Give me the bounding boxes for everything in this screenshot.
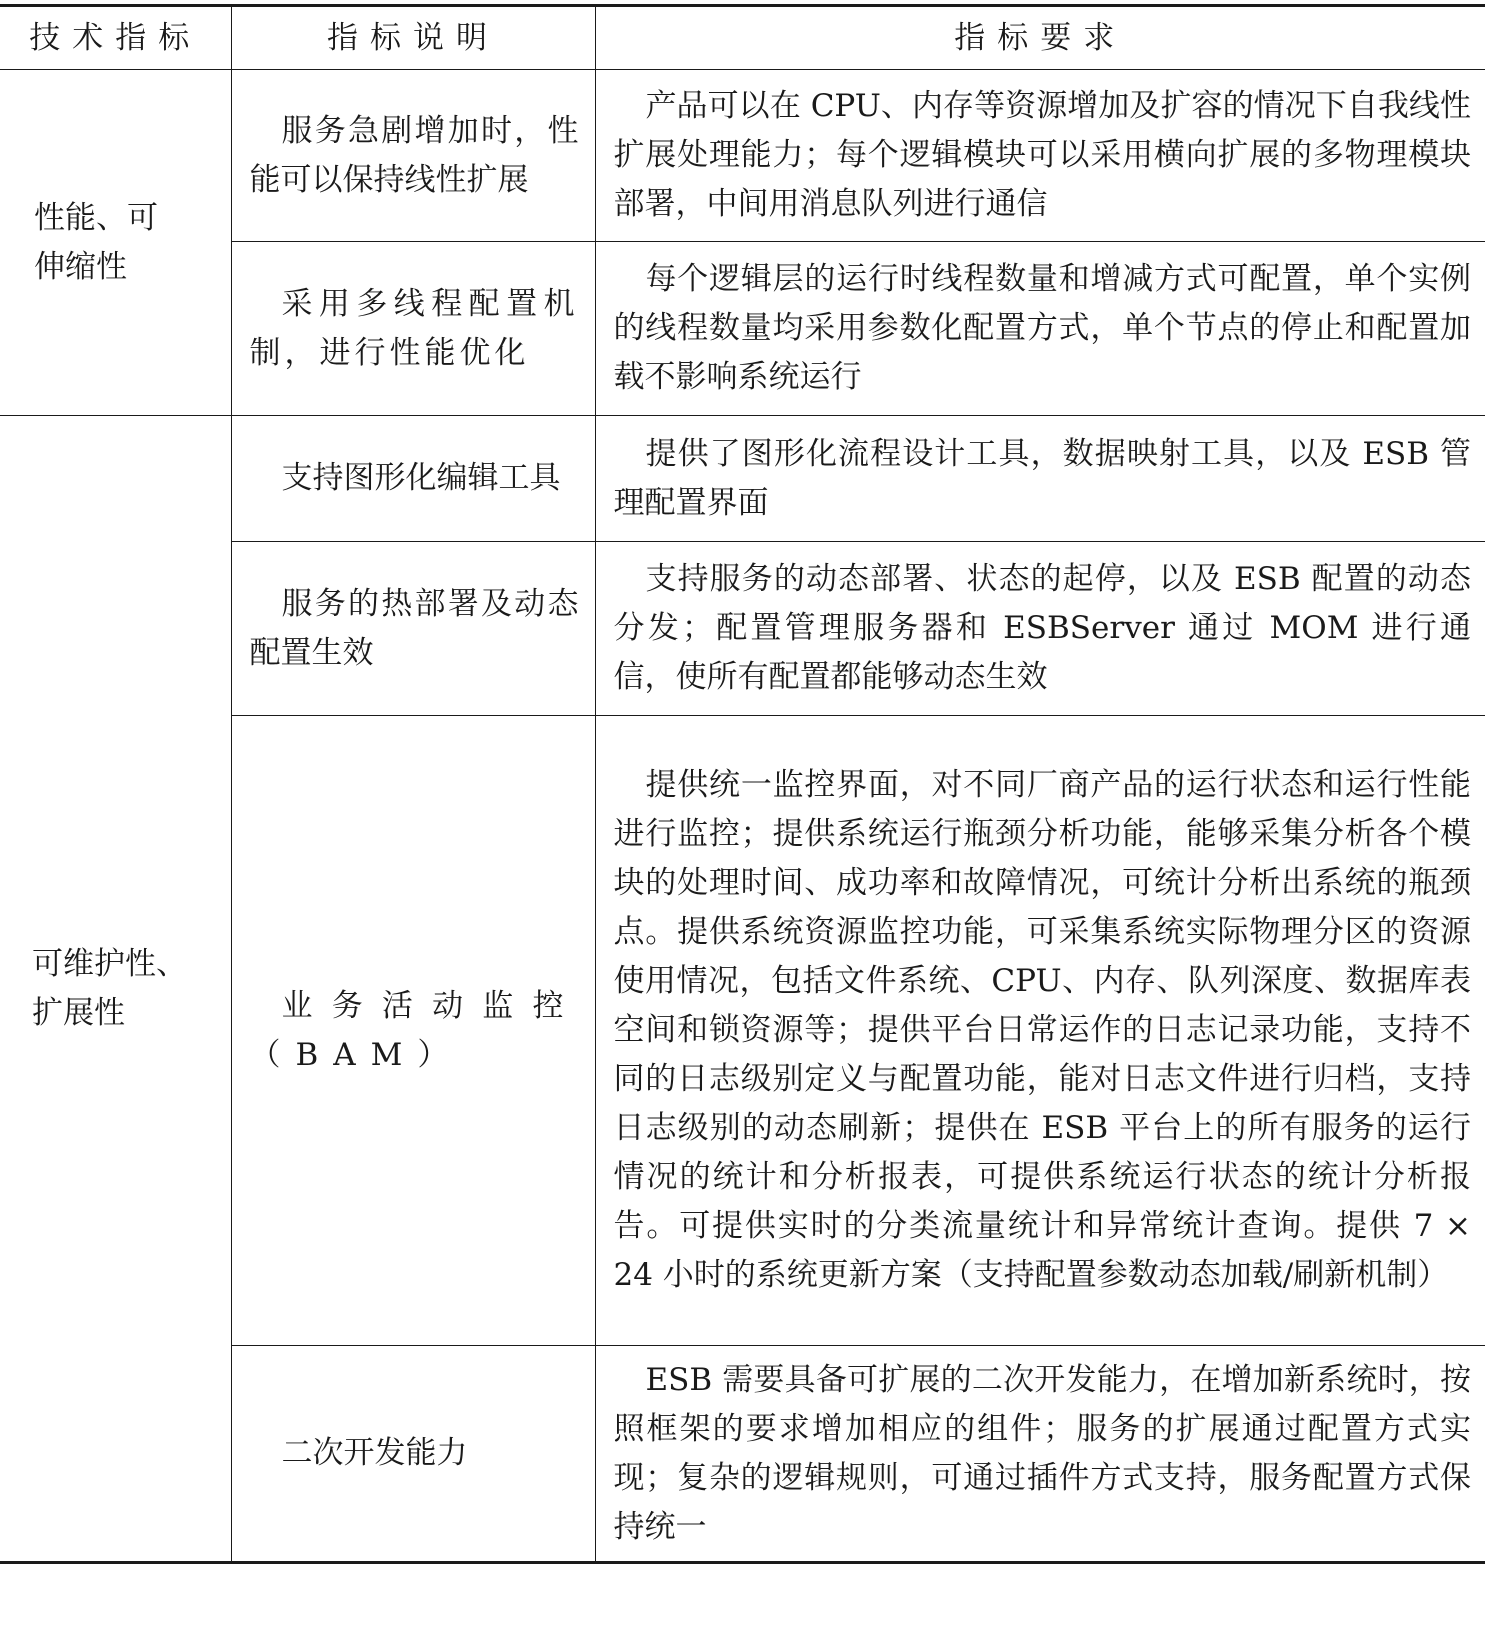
table-header bbox=[0, 6, 1485, 70]
requirement-text: 支持服务的动态部署、状态的起停，以及 ESB 配置的动态分发；配置管理服务器和 ESBServer 通过 MOM 进行通信，使所有配置都能够动态生效 bbox=[613, 561, 1471, 695]
description-cell bbox=[231, 416, 595, 542]
requirement-cell bbox=[595, 716, 1485, 1346]
header-row bbox=[0, 6, 1485, 70]
description-cell bbox=[231, 242, 595, 416]
description-cell bbox=[231, 542, 595, 716]
requirement-cell bbox=[595, 542, 1485, 716]
description-cell bbox=[231, 716, 595, 1346]
requirement-cell bbox=[595, 70, 1485, 242]
requirement-cell bbox=[595, 416, 1485, 542]
requirement-text: 提供了图形化流程设计工具，数据映射工具，以及 ESB 管理配置界面 bbox=[613, 435, 1471, 521]
metric-label: 可维护性、扩展性 bbox=[32, 945, 187, 1031]
requirement-text: 每个逻辑层的运行时线程数量和增减方式可配置，单个实例的线程数量均采用参数化配置方式，单个节点的停止和配置加载不影响系统运行 bbox=[613, 261, 1471, 395]
description-cell bbox=[231, 1346, 595, 1563]
requirement-cell bbox=[595, 242, 1485, 416]
requirement-text: ESB 需要具备可扩展的二次开发能力，在增加新系统时，按照框架的要求增加相应的组件；服务的扩展通过配置方式实现；复杂的逻辑规则，可通过插件方式支持，服务配置方式保持统一 bbox=[613, 1361, 1471, 1545]
table-row bbox=[0, 70, 1485, 242]
requirement-text: 产品可以在 CPU、内存等资源增加及扩容的情况下自我线性扩展处理能力；每个逻辑模块可以采用横向扩展的多物理模块部署，中间用消息队列进行通信 bbox=[613, 88, 1471, 222]
description-text: 二次开发能力 bbox=[281, 1435, 468, 1471]
metric-maintainability-extensibility bbox=[0, 416, 231, 1563]
header-technical-metric: 技术指标 bbox=[0, 6, 231, 70]
metric-label: 性能、可伸缩性 bbox=[34, 199, 158, 285]
requirement-cell bbox=[595, 1346, 1485, 1563]
table-body bbox=[0, 70, 1485, 1563]
description-text: 服务急剧增加时，性能可以保持线性扩展 bbox=[249, 112, 579, 198]
header-metric-description: 指标说明 bbox=[231, 6, 595, 70]
metric-performance-scalability bbox=[0, 70, 231, 416]
spec-table bbox=[0, 4, 1485, 1564]
requirement-text: 提供统一监控界面，对不同厂商产品的运行状态和运行性能进行监控；提供系统运行瓶颈分析功能，能够采集分析各个模块的处理时间、成功率和故障情况，可统计分析出系统的瓶颈点。提供系统资源监控功能，可采集系统实际物理分区的资源使用情况，包括文件系统、CPU、内存、队列深度、数据库表空间和锁资源等；提供平台日常运作的日志记录功能，支持不同的日志级别定义与配置功能，能对日志文件进行归档，支持日志级别的动态刷新；提供在 ESB 平台上的所有服务的运行情况的统计和分析报表，可提供系统运行状态的统计分析报告。可提供实时的分类流量统计和异常统计查询。提供 7 × 24 小时的系统更新方案（支持配置参数动态加载/刷新机制） bbox=[613, 767, 1471, 1293]
description-text: 业务活动监控（BAM） bbox=[249, 987, 579, 1073]
description-text: 服务的热部署及动态配置生效 bbox=[249, 585, 579, 671]
header-metric-requirement: 指标要求 bbox=[595, 6, 1485, 70]
description-text: 采用多线程配置机制，进行性能优化 bbox=[249, 285, 579, 371]
description-cell bbox=[231, 70, 595, 242]
description-text: 支持图形化编辑工具 bbox=[281, 460, 561, 496]
table-row bbox=[0, 416, 1485, 542]
